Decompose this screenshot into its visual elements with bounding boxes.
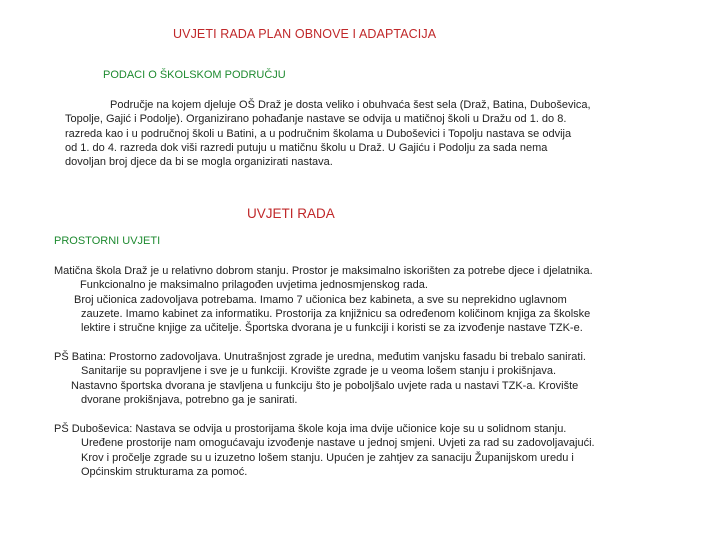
paragraph-line: Funkcionalno je maksimalno prilagođen uvjetima jednosmjenskog rada. — [80, 279, 428, 292]
paragraph-line: Broj učionica zadovoljava potrebama. Imamo 7 učionica bez kabineta, a sve su neprekidno uglavnom — [74, 293, 567, 306]
paragraph-line: Područje na kojem djeluje OŠ Draž je dosta veliko i obuhvaća šest sela (Draž, Batina, Duboševica, — [110, 99, 591, 111]
paragraph-line: Krov i pročelje zgrade su u izuzetno lošem stanju. Upućen je zahtjev za sanaciju Županijskom uredu i — [81, 451, 574, 464]
paragraph-line: PŠ Batina: Prostorno zadovoljava. Unutrašnjost zgrade je uredna, međutim vanjsku fasadu bi trebalo sanirati. — [54, 351, 586, 363]
section-heading-school-area: PODACI O ŠKOLSKOM PODRUČJU — [103, 69, 286, 81]
paragraph-line: lektire i stručne knjige za učitelje. Športska dvorana je u funkciji i koristi se za izvođenje nastave TZK-e. — [81, 322, 583, 335]
paragraph-main-school — [54, 264, 593, 335]
paragraph-line: Sanitarije su popravljene i sve je u funkciji. Krovište zgrade je u veoma lošem stanju i prokišnjava. — [81, 365, 557, 378]
paragraph-line: dvorane prokišnjava, potrebno ga je sanirati. — [81, 393, 298, 406]
document-title: UVJETI RADA PLAN OBNOVE I ADAPTACIJA — [173, 27, 437, 41]
paragraph-line: Općinskim strukturama za pomoć. — [81, 465, 248, 478]
paragraph-line: PŠ Duboševica: Nastava se odvija u prostorijama škole koja ima dvije učionice koje su u solidnom stanju. — [54, 423, 567, 435]
paragraph-ps-dubosevica — [54, 422, 595, 479]
paragraph-line: dovoljan broj djece da bi se mogla organizirati nastava. — [65, 156, 333, 169]
paragraph-line: Nastavno športska dvorana je stavljena u funkciju što je poboljšalo uvjete rada u nastavi TZK-a. Krovište — [71, 379, 579, 392]
paragraph-ps-batina — [54, 350, 586, 407]
paragraph-line: zauzete. Imamo kabinet za informatiku. Prostorija za knjižnicu sa određenom količinom knjiga za školske — [81, 307, 591, 320]
paragraph-line: Matična škola Draž je u relativno dobrom stanju. Prostor je maksimalno iskorišten za potrebe djece i djelatnika. — [54, 265, 593, 277]
paragraph-line: Uređene prostorije nam omogućavaju izvođenje nastave u jednoj smjeni. Uvjeti za rad su zadovoljavajući. — [81, 437, 595, 450]
section-title-working-conditions: UVJETI RADA — [247, 206, 335, 221]
section-subheading-spatial-conditions: PROSTORNI UVJETI — [54, 235, 161, 247]
paragraph-line: Topolje, Gajić i Podolje). Organizirano pohađanje nastave se odvija u matičnoj školi u Dražu od 1. do 8. — [65, 113, 567, 126]
paragraph-school-area — [65, 98, 591, 169]
paragraph-line: od 1. do 4. razreda dok viši razredi putuju u matičnu školu u Draž. U Gajiću i Podolju za sada nema — [65, 141, 548, 154]
paragraph-line: razreda kao i u područnoj školi u Batini, a u područnim školama u Duboševici i Topolju nastava se odvija — [65, 127, 572, 140]
